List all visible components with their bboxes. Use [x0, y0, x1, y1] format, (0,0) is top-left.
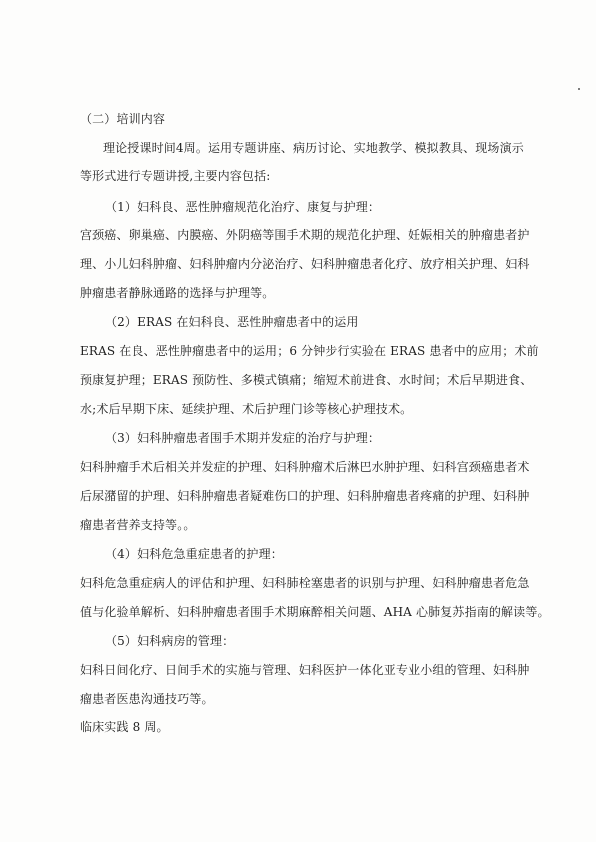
intro-line: 等形式进行专题讲授,主要内容包括:: [80, 169, 271, 183]
item-text-line: 妇科危急重症病人的评估和护理、妇科肺栓塞患者的识别与护理、妇科肿瘤患者危急: [80, 576, 530, 590]
item-text-line: 肿瘤患者静脉通路的选择与护理等。: [80, 286, 275, 300]
item-text-line: 瘤患者医患沟通技巧等。: [80, 692, 214, 706]
scan-speck: [578, 88, 580, 90]
item-text-line: 宫颈癌、卵巢癌、内膜癌、外阴癌等围手术期的规范化护理、妊娠相关的肿瘤患者护: [80, 228, 530, 242]
item-heading: （1）妇科良、恶性肿瘤规范化治疗、康复与护理：: [105, 200, 381, 214]
item-text-line: 后尿潴留的护理、妇科肿瘤患者疑难伤口的护理、妇科肿瘤患者疼痛的护理、妇科肿: [80, 489, 530, 503]
item-text-line: 预康复护理；ERAS 预防性、多模式镇痛；缩短术前进食、水时间；术后早期进食、: [80, 373, 533, 387]
item-text-line: 水;术后早期下床、延续护理、术后护理门诊等核心护理技术。: [80, 402, 413, 416]
item-text-line: 值与化验单解析、妇科肿瘤患者围手术期麻醉相关问题、AHA 心肺复苏指南的解读等。: [80, 605, 550, 619]
item-heading: （5）妇科病房的管理：: [105, 634, 235, 648]
item-heading: （3）妇科肿瘤患者围手术期并发症的治疗与护理：: [105, 431, 381, 445]
closing-line: 临床实践 8 周。: [80, 720, 169, 734]
item-heading: （4）妇科危急重症患者的护理：: [105, 547, 283, 561]
item-text-line: 理、小儿妇科肿瘤、妇科肿瘤内分泌治疗、妇科肿瘤患者化疗、放疗相关护理、妇科: [80, 257, 530, 271]
item-heading: （2）ERAS 在妇科良、恶性肿瘤患者中的运用: [105, 315, 359, 329]
item-text-line: 妇科日间化疗、日间手术的实施与管理、妇科医护一体化亚专业小组的管理、妇科肿: [80, 663, 530, 677]
intro-line: 理论授课时间4周。运用专题讲座、病历讨论、实地教学、模拟教具、现场演示: [103, 141, 524, 155]
item-text-line: 瘤患者营养支持等。。: [80, 518, 196, 532]
item-text-line: 妇科肿瘤手术后相关并发症的护理、妇科肿瘤术后淋巴水肿护理、妇科宫颈癌患者术: [80, 460, 530, 474]
item-text-line: ERAS 在良、恶性肿瘤患者中的运用；6 分钟步行实验在 ERAS 患者中的应用；术前: [80, 344, 539, 358]
section-heading: （二）培训内容: [80, 112, 166, 126]
